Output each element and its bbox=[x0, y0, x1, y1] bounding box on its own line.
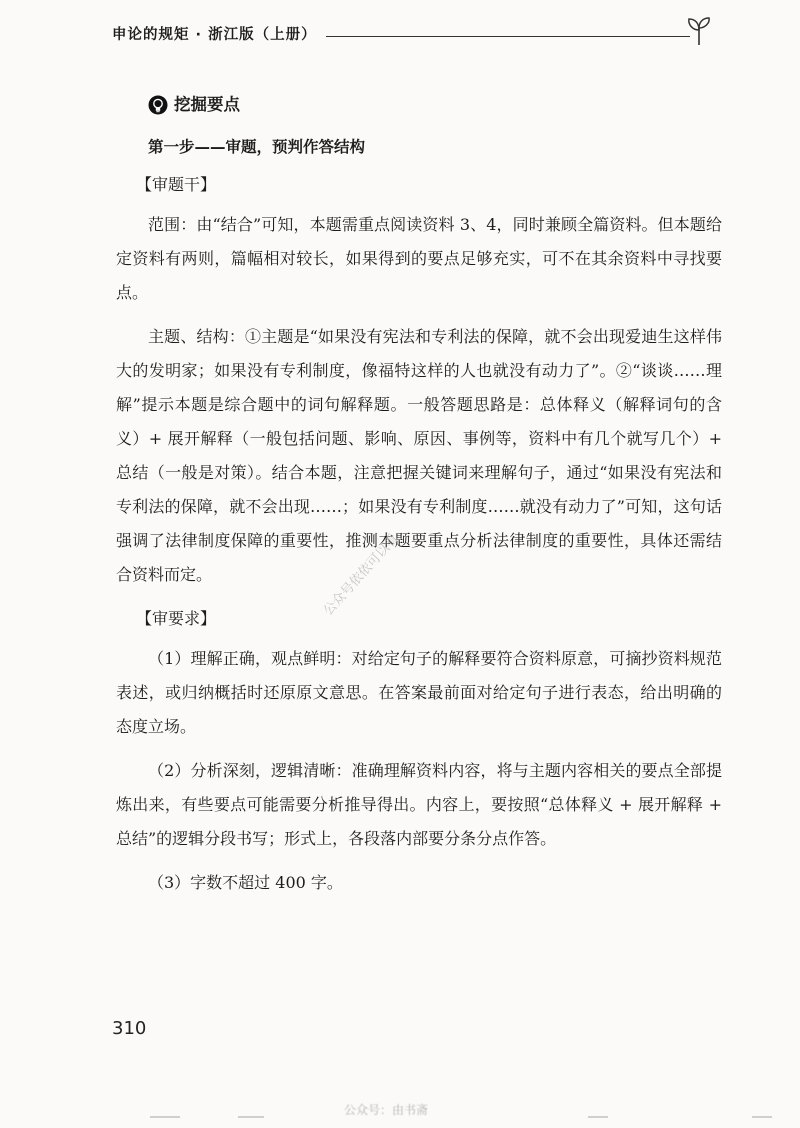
scan-smudge bbox=[238, 1116, 264, 1118]
running-header bbox=[112, 20, 712, 44]
bottom-stamp: 公众号：由书斋 bbox=[344, 1103, 429, 1117]
question-stem-label: 【审题干】 bbox=[136, 175, 217, 194]
requirement-item: （2）分析深刻，逻辑清晰：准确理解资料内容，将与主题内容相关的要点全部提炼出来，有些要点可能需要分析推导得出。内容上，要按照“总体释义 + 展开解释 + 总结”的逻辑分段书写；形式上，各段落内部要分条分点作答。 bbox=[116, 761, 722, 848]
scan-smudge bbox=[752, 1116, 772, 1118]
section-heading bbox=[148, 86, 722, 124]
lightbulb-icon bbox=[148, 95, 168, 115]
step-heading: 第一步——审题，预判作答结构 bbox=[148, 138, 366, 156]
requirement-item: （3）字数不超过 400 字。 bbox=[148, 873, 343, 892]
sprout-icon bbox=[686, 16, 712, 46]
scan-smudge bbox=[588, 1116, 608, 1118]
scope-paragraph: 范围：由“结合”可知，本题需重点阅读资料 3、4，同时兼顾全篇资料。但本题给定资料有两则，篇幅相对较长，如果得到的要点足够充实，可不在其余资料中寻找要点。 bbox=[116, 215, 722, 302]
watermark: 公众号依依可以看 bbox=[320, 531, 402, 619]
header-rule bbox=[326, 36, 690, 37]
requirements-label: 【审要求】 bbox=[136, 609, 217, 628]
theme-structure-paragraph: 主题、结构：①主题是“如果没有宪法和专利法的保障，就不会出现爱迪生这样伟大的发明家；如果没有专利制度，像福特这样的人也就没有动力了”。②“谈谈……理解”提示本题是综合题中的词句解释题。一般答题思路是：总体释义（解释词句的含义）+ 展开解释（一般包括问题、影响、原因、事例等，资料中有几个就写几个）+ 总结（一般是对策）。结合本题，注意把握关键词来理解句子，通过“如果没有宪法和专利法的保障，就不会出现……；如果没有专利制度……就没有动力了”可知，这句话强调了法律制度保障的重要性，推测本题要重点分析法律制度的重要性，具体还需结合资料而定。 bbox=[116, 327, 722, 584]
book-title: 申论的规矩 · 浙江版（上册） bbox=[112, 27, 317, 43]
requirement-item: （1）理解正确，观点鲜明：对给定句子的解释要符合资料原意，可摘抄资料规范表述，或归纳概括时还原原文意思。在答案最前面对给定句子进行表态，给出明确的态度立场。 bbox=[116, 649, 722, 736]
scan-smudge bbox=[150, 1116, 180, 1118]
page-body bbox=[116, 86, 722, 910]
section-heading-text: 挖掘要点 bbox=[174, 95, 240, 114]
page-number: 310 bbox=[112, 1018, 147, 1039]
